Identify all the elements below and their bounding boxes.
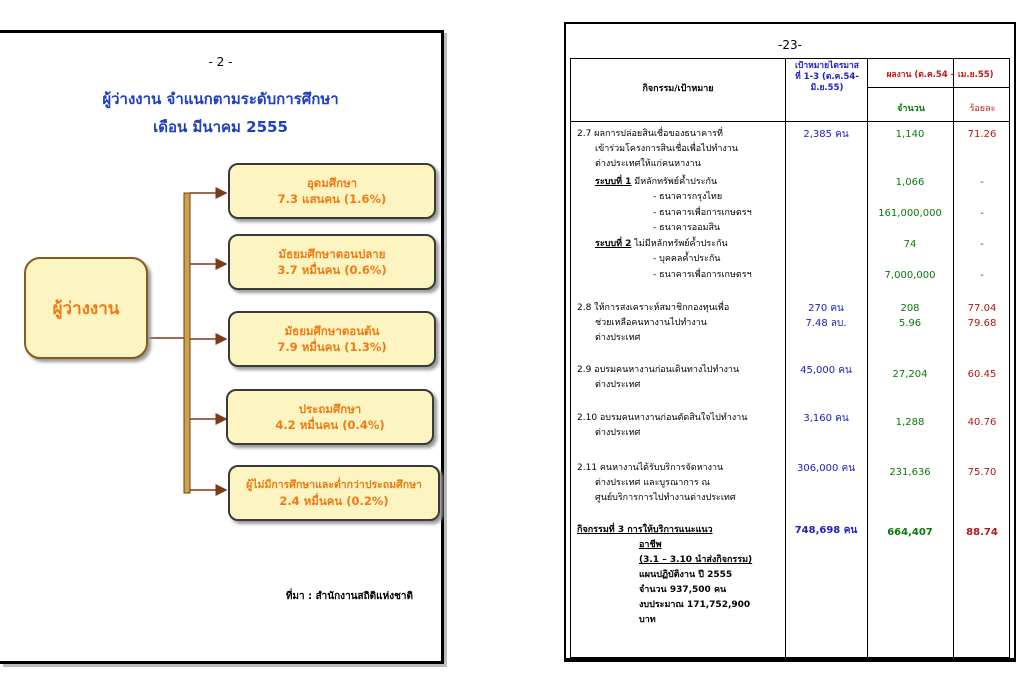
header-result: ผลงาน (ต.ค.54 – เม.ย.55) bbox=[886, 70, 994, 80]
system-2-result: 74 bbox=[903, 239, 917, 250]
edu-box-no-education bbox=[228, 465, 440, 521]
left-page-title: ผู้ว่างงาน จำแนกตามระดับการศึกษา bbox=[102, 90, 339, 108]
row-2-8-target-budget: 7.48 ลบ. bbox=[805, 318, 847, 329]
row-2-8-percent: 77.04 bbox=[967, 303, 997, 314]
header-count: จำนวน bbox=[897, 104, 925, 114]
line: 2.10 อบรมคนหางานก่อนตัดสินใจไปทำงาน bbox=[577, 413, 748, 423]
bank-baac-2-result: 7,000,000 bbox=[884, 270, 936, 281]
col-divider bbox=[867, 59, 868, 657]
line: ต่างประเทศ bbox=[595, 428, 641, 438]
right-page-number: -23- bbox=[778, 38, 802, 52]
right-page bbox=[564, 22, 1016, 662]
edu-value: 7.3 แสนคน (1.6%) bbox=[277, 192, 387, 206]
line: ต่างประเทศ และบูรณาการ ณ bbox=[595, 478, 710, 488]
line: ต่างประเทศให้แก่คนหางาน bbox=[595, 159, 701, 169]
row-2-10-target: 3,160 คน bbox=[803, 413, 849, 424]
header-subdivider bbox=[867, 87, 1009, 88]
row-2-9-percent: 60.45 bbox=[967, 369, 997, 380]
bank-baac-2: - ธนาคารเพื่อการเกษตรฯ bbox=[653, 270, 752, 280]
vertical-bracket bbox=[184, 193, 190, 493]
row-2-11-result: 231,636 bbox=[889, 467, 931, 478]
unemployed-main-box: ผู้ว่างงาน bbox=[24, 257, 148, 359]
bank-baac-2-percent: - bbox=[980, 270, 984, 281]
line: งบประมาณ 171,752,900 bbox=[639, 600, 751, 610]
system-2-label bbox=[595, 237, 728, 252]
bank-ktb: - ธนาคารกรุงไทย bbox=[653, 192, 723, 202]
header-bottom-line bbox=[571, 121, 1009, 122]
edu-box-higher bbox=[228, 163, 436, 219]
row-2-9-result: 27,204 bbox=[892, 369, 928, 380]
system-1-result: 1,066 bbox=[895, 177, 925, 188]
edu-name: อุดมศึกษา bbox=[306, 176, 358, 190]
line: ต่างประเทศ bbox=[595, 380, 641, 390]
row-2-8-percent-budget: 79.68 bbox=[967, 318, 997, 329]
guarantor: - บุคคลค้ำประกัน bbox=[653, 254, 721, 264]
row-2-11-target: 306,000 คน bbox=[796, 463, 856, 474]
line: บาท bbox=[639, 615, 656, 625]
activity-3-text bbox=[577, 523, 752, 628]
system-2-desc: ไม่มีหลักทรัพย์ค้ำประกัน bbox=[631, 239, 728, 249]
source-note: ที่มา : สำนักงานสถิติแห่งชาติ bbox=[285, 591, 413, 602]
line: (3.1 – 3.10 นำส่งกิจกรรม) bbox=[639, 555, 753, 565]
left-page-number: - 2 - bbox=[208, 55, 233, 69]
system-1-heading: ระบบที่ 1 bbox=[595, 177, 632, 187]
bank-baac-1-result: 161,000,000 bbox=[878, 208, 942, 219]
col-divider bbox=[953, 59, 954, 657]
edu-box-primary bbox=[226, 389, 434, 445]
row-2-8-result: 208 bbox=[900, 303, 920, 314]
edu-value: 3.7 หมื่นคน (0.6%) bbox=[277, 263, 387, 277]
edu-name: ผู้ไม่มีการศึกษาและต่ำกว่าประถมศึกษา bbox=[246, 479, 422, 491]
left-page-subtitle: เดือน มีนาคม 2555 bbox=[153, 118, 288, 136]
col-divider bbox=[785, 59, 786, 657]
row-2-10-percent: 40.76 bbox=[967, 417, 997, 428]
row-2-8-result-budget: 5.96 bbox=[898, 318, 922, 329]
line: จำนวน 937,500 คน bbox=[639, 585, 727, 595]
edu-box-upper-secondary bbox=[228, 234, 436, 290]
line: ต่างประเทศ bbox=[595, 333, 641, 343]
activity-3-percent: 88.74 bbox=[966, 527, 998, 538]
edu-box-lower-secondary bbox=[228, 311, 436, 367]
bank-baac-1-percent: - bbox=[980, 208, 984, 219]
line: กิจกรรมที่ 3 การให้บริการแนะแนว bbox=[577, 525, 713, 535]
activity-3-result: 664,407 bbox=[887, 527, 933, 538]
edu-name: มัธยมศึกษาตอนต้น bbox=[284, 324, 380, 338]
line: 2.11 คนหางานได้รับบริการจัดหางาน bbox=[577, 463, 724, 473]
edu-value: 4.2 หมื่นคน (0.4%) bbox=[275, 418, 385, 432]
system-1-label bbox=[595, 175, 717, 190]
line: 2.8 ให้การสงเคราะห์สมาชิกกองทุนเพื่อ bbox=[577, 303, 730, 313]
edu-value: 2.4 หมื่นคน (0.2%) bbox=[279, 494, 389, 508]
row-2-9-text bbox=[577, 363, 739, 393]
left-page bbox=[0, 30, 444, 664]
system-2-heading: ระบบที่ 2 bbox=[595, 239, 632, 249]
row-2-7-text bbox=[577, 127, 738, 172]
activity-3-target: 748,698 คน bbox=[794, 525, 858, 536]
row-2-7-percent: 71.26 bbox=[967, 129, 997, 140]
row-2-10-result: 1,288 bbox=[895, 417, 925, 428]
line: 2.7 ผลการปล่อยสินเชื่อของธนาคารที่ bbox=[577, 129, 723, 139]
line: เข้าร่วมโครงการสินเชื่อเพื่อไปทำงาน bbox=[595, 144, 738, 154]
edu-value: 7.9 หมื่นคน (1.3%) bbox=[277, 340, 387, 354]
row-2-9-target: 45,000 คน bbox=[800, 365, 852, 376]
edu-name: มัธยมศึกษาตอนปลาย bbox=[278, 247, 386, 261]
line: 2.9 อบรมคนหางานก่อนเดินทางไปทำงาน bbox=[577, 365, 740, 375]
line: อาชีพ bbox=[639, 540, 662, 550]
row-2-10-text bbox=[577, 411, 747, 441]
line: ศูนย์บริการการไปทำงานต่างประเทศ bbox=[595, 493, 736, 503]
edu-name: ประถมศึกษา bbox=[298, 402, 362, 416]
bank-baac-1: - ธนาคารเพื่อการเกษตรฯ bbox=[653, 208, 752, 218]
header-activity: กิจกรรม/เป้าหมาย bbox=[642, 84, 714, 94]
row-2-8-target: 270 คน bbox=[808, 303, 844, 314]
row-2-11-percent: 75.70 bbox=[967, 467, 997, 478]
line: แผนปฏิบัติงาน ปี 2555 bbox=[639, 570, 733, 580]
activity-table bbox=[570, 58, 1010, 658]
header-percent: ร้อยละ bbox=[969, 104, 996, 114]
system-1-desc: มีหลักทรัพย์ค้ำประกัน bbox=[631, 177, 718, 187]
line: ช่วยเหลือคนหางานไปทำงาน bbox=[595, 318, 707, 328]
row-2-7-target: 2,385 คน bbox=[803, 129, 849, 140]
system-1-percent: - bbox=[980, 177, 984, 188]
bank-gsb: - ธนาคารออมสิน bbox=[653, 223, 721, 233]
row-2-8-text bbox=[577, 301, 729, 346]
system-2-percent: - bbox=[980, 239, 984, 250]
row-2-11-text bbox=[577, 461, 736, 506]
header-target: เป้าหมายไตรมาสที่ 1-3 (ต.ค.54-มิ.ย.55) bbox=[795, 61, 859, 93]
row-2-7-result: 1,140 bbox=[895, 129, 925, 140]
